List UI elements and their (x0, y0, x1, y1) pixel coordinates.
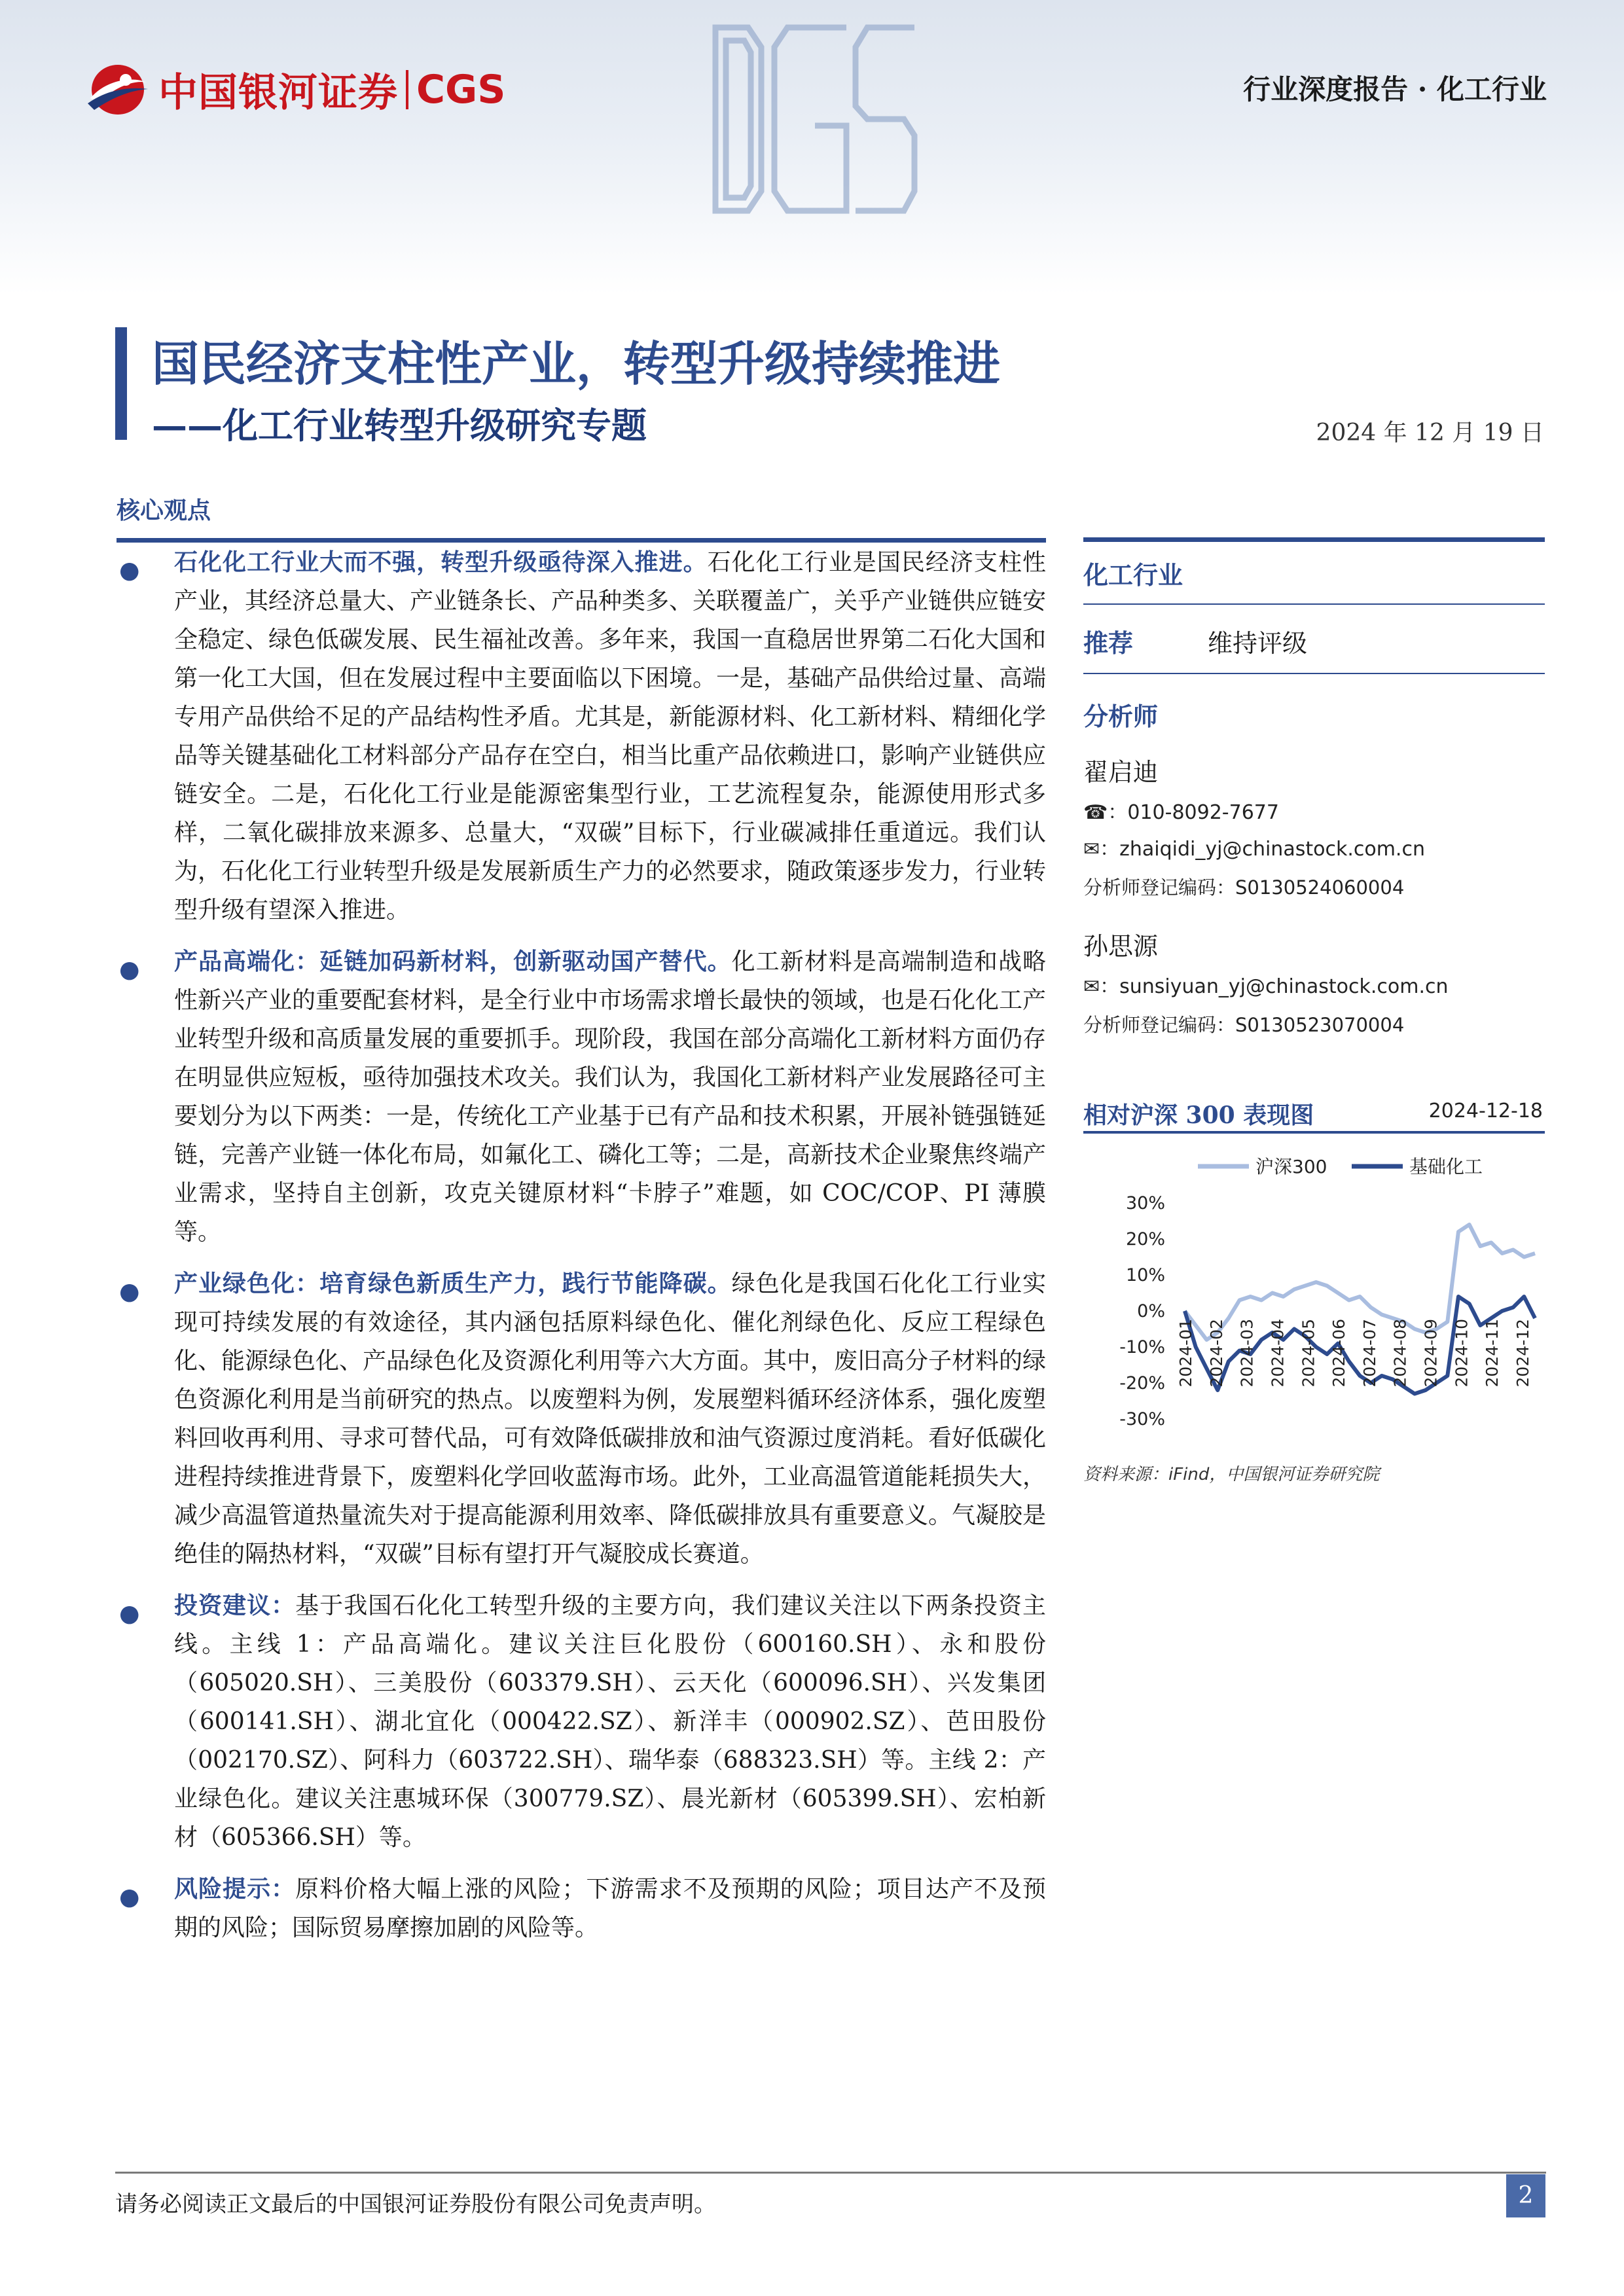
email-icon: ✉ (1083, 975, 1100, 998)
bullet-body: 绿色化是我国石化化工行业实现可持续发展的有效途径，其内涵包括原料绿色化、催化剂绿色化、反应工程绿色化、能源绿色化、产品绿色化及资源化利用等六大方面。其中，废旧高分子材料的绿色资源化利用是当前研究的热点。以废塑料为例，发展塑料循环经济体系，强化废塑料回收再利用、寻求可替代品，可有效降低碳排放和油气资源过度消耗。看好低碳化进程持续推进背景下，废塑料化学回收蓝海市场。此外，工业高温管道能耗损失大，减少高温管道热量流失对于提高能源利用效率、降低碳排放具有重要意义。气凝胶是绝佳的隔热材料，“双碳”目标有望打开气凝胶成长赛道。 (174, 1270, 1047, 1568)
bullet-item (117, 1587, 1046, 1857)
analyst-reg-code: 分析师登记编码：S0130523070004 (1083, 1014, 1405, 1036)
x-tick-label: 2024-12 (1513, 1319, 1532, 1388)
bullet-heading: 投资建议： (174, 1592, 296, 1619)
x-tick-label: 2024-10 (1452, 1319, 1471, 1388)
bullet-item (117, 1870, 1046, 1947)
y-tick-label: 20% (1125, 1229, 1165, 1249)
x-tick-label: 2024-07 (1360, 1319, 1379, 1388)
rating-row (1083, 623, 1545, 659)
y-tick-label: -10% (1119, 1337, 1165, 1357)
phone-number: 010-8092-7677 (1127, 801, 1279, 824)
bullet-icon: ● (119, 956, 140, 983)
chart-title: 相对沪深 300 表现图 (1083, 1102, 1314, 1129)
bullet-body: 化工新材料是高端制造和战略性新兴产业的重要配套材料，是全行业中市场需求增长最快的领域，也是石化化工产业转型升级和高质量发展的重要抓手。现阶段，我国在部分高端化工新材料方面仍存在明显供应短板，亟待加强技术攻关。我们认为，我国化工新材料产业发展路径可主要划分为以下两类：一是，传统化工产业基于已有产品和技术积累，开展补链强链延链，完善产业链一体化布局，如氟化工、磷化工等；二是，高新技术企业聚焦终端产业需求，坚持自主创新，攻克关键原材料“卡脖子”难题，如 COC/COP、PI 薄膜等。 (174, 948, 1047, 1246)
header-banner (0, 0, 1624, 295)
page-number: 2 (1506, 2174, 1545, 2217)
email-address[interactable]: sunsiyuan_yj@chinastock.com.cn (1119, 975, 1449, 998)
brand-logo (86, 60, 506, 119)
analyst-name: 孙思源 (1083, 932, 1159, 961)
y-tick-label: 10% (1125, 1265, 1165, 1285)
core-views-list (117, 543, 1046, 1960)
analyst-name: 翟启迪 (1083, 758, 1159, 787)
bullet-heading: 产品高端化：延链加码新材料，创新驱动国产替代。 (174, 948, 732, 975)
analyst-label: 分析师 (1083, 702, 1159, 731)
sidebar-divider (1083, 673, 1545, 674)
core-views-label: 核心观点 (117, 497, 211, 524)
x-tick-label: 2024-09 (1421, 1319, 1441, 1388)
chart-date: 2024-12-18 (1428, 1100, 1543, 1122)
chart-source: 资料来源：iFind，中国银河证券研究院 (1083, 1465, 1380, 1484)
logo-text-en: CGS (416, 67, 506, 113)
sidebar-divider (1083, 603, 1545, 605)
bullet-item (117, 1265, 1046, 1573)
bullet-item (117, 942, 1046, 1251)
bullet-icon: ● (119, 557, 140, 584)
x-tick-label: 2024-02 (1206, 1319, 1226, 1388)
email-address[interactable]: zhaiqidi_yj@chinastock.com.cn (1119, 838, 1425, 861)
y-tick-label: 30% (1125, 1193, 1165, 1213)
email-icon: ✉ (1083, 838, 1100, 861)
page-subtitle: ——化工行业转型升级研究专题 (152, 404, 647, 446)
galaxy-logo-icon (86, 60, 149, 119)
bullet-body: 石化化工行业是国民经济支柱性产业，其经济总量大、产业链条长、产品种类多、关联覆盖广，关乎产业链供应链安全稳定、绿色低碳发展、民生福祉改善。多年来，我国一直稳居世界第二石化大国和第一化工大国，但在发展过程中主要面临以下困境。一是，基础产品供给过量、高端专用产品供给不足的产品结构性矛盾。尤其是，新能源材料、化工新材料、精细化学品等关键基础化工材料部分产品存在空白，相当比重产品依赖进口，影响产业链供应链安全。二是，石化化工行业是能源密集型行业，工艺流程复杂，能源使用形式多样，二氧化碳排放来源多、总量大，“双碳”目标下，行业碳减排任重道远。我们认为，石化化工行业转型升级是发展新质生产力的必然要求，随政策逐步发力，行业转型升级有望深入推进。 (174, 549, 1047, 924)
bullet-icon: ● (119, 1884, 140, 1910)
title-accent-bar (115, 327, 127, 440)
sidebar-top-rule (1083, 537, 1545, 542)
rating-value: 维持评级 (1208, 629, 1308, 658)
x-tick-label: 2024-01 (1176, 1319, 1195, 1388)
y-tick-label: 0% (1137, 1301, 1165, 1321)
analyst-reg-code: 分析师登记编码：S0130524060004 (1083, 876, 1405, 899)
bullet-body: 原料价格大幅上涨的风险；下游需求不及预期的风险；项目达产不及预期的风险；国际贸易摩擦加剧的风险等。 (174, 1876, 1046, 1941)
cgs-watermark-icon (710, 14, 920, 224)
footer-rule (115, 2172, 1546, 2174)
phone-icon: ☎ (1083, 801, 1108, 824)
page-title: 国民经济支柱性产业，转型升级持续推进 (152, 336, 1001, 391)
bullet-heading: 产业绿色化：培育绿色新质生产力，践行节能降碳。 (174, 1270, 732, 1297)
performance-chart (1083, 1138, 1545, 1439)
rating-label: 推荐 (1083, 628, 1134, 658)
logo-text-cn: 中国银河证券 (158, 70, 398, 116)
chart-rule (1083, 1131, 1545, 1134)
x-tick-label: 2024-11 (1483, 1319, 1502, 1388)
legend-label: 沪深300 (1255, 1156, 1327, 1177)
x-tick-label: 2024-05 (1299, 1319, 1318, 1388)
x-tick-label: 2024-03 (1237, 1319, 1257, 1388)
sidebar-industry: 化工行业 (1083, 560, 1183, 590)
report-type: 行业深度报告 · 化工行业 (1243, 73, 1547, 105)
y-tick-label: -30% (1119, 1409, 1165, 1429)
analyst-phone: ☎：010-8092-7677 (1083, 801, 1279, 824)
y-tick-label: -20% (1119, 1373, 1165, 1393)
footer-disclaimer: 请务必阅读正文最后的中国银河证券股份有限公司免责声明。 (115, 2191, 716, 2217)
bullet-icon: ● (119, 1600, 140, 1627)
bullet-heading: 石化化工行业大而不强，转型升级亟待深入推进。 (174, 548, 708, 576)
bullet-body: 基于我国石化化工转型升级的主要方向，我们建议关注以下两条投资主线。主线 1：产品高端化。建议关注巨化股份（600160.SH）、永和股份（605020.SH）、三美股份（603379.SH）、云天化（600096.SH）、兴发集团（600141.SH）、湖北宜化（000422.SZ）、新洋丰（000902.SZ）、芭田股份（002170.SZ）、阿科力（603722.SH）、瑞华泰（688323.SH）等。主线 2：产业绿色化。建议关注惠城环保（300779.SZ）、晨光新材（605399.SH）、宏柏新材（605366.SH）等。 (174, 1592, 1046, 1851)
logo-divider (406, 70, 408, 109)
bullet-icon: ● (119, 1278, 140, 1305)
analyst-email: ✉：zhaiqidi_yj@chinastock.com.cn (1083, 838, 1425, 861)
legend-label: 基础化工 (1409, 1156, 1483, 1177)
x-tick-label: 2024-04 (1268, 1319, 1288, 1388)
x-tick-label: 2024-08 (1390, 1319, 1410, 1388)
bullet-item (117, 543, 1046, 929)
bullet-heading: 风险提示： (174, 1875, 296, 1903)
x-tick-label: 2024-06 (1329, 1319, 1349, 1388)
report-date: 2024 年 12 月 19 日 (1316, 420, 1544, 446)
core-views-rule (117, 538, 1046, 543)
analyst-email: ✉：sunsiyuan_yj@chinastock.com.cn (1083, 975, 1449, 998)
